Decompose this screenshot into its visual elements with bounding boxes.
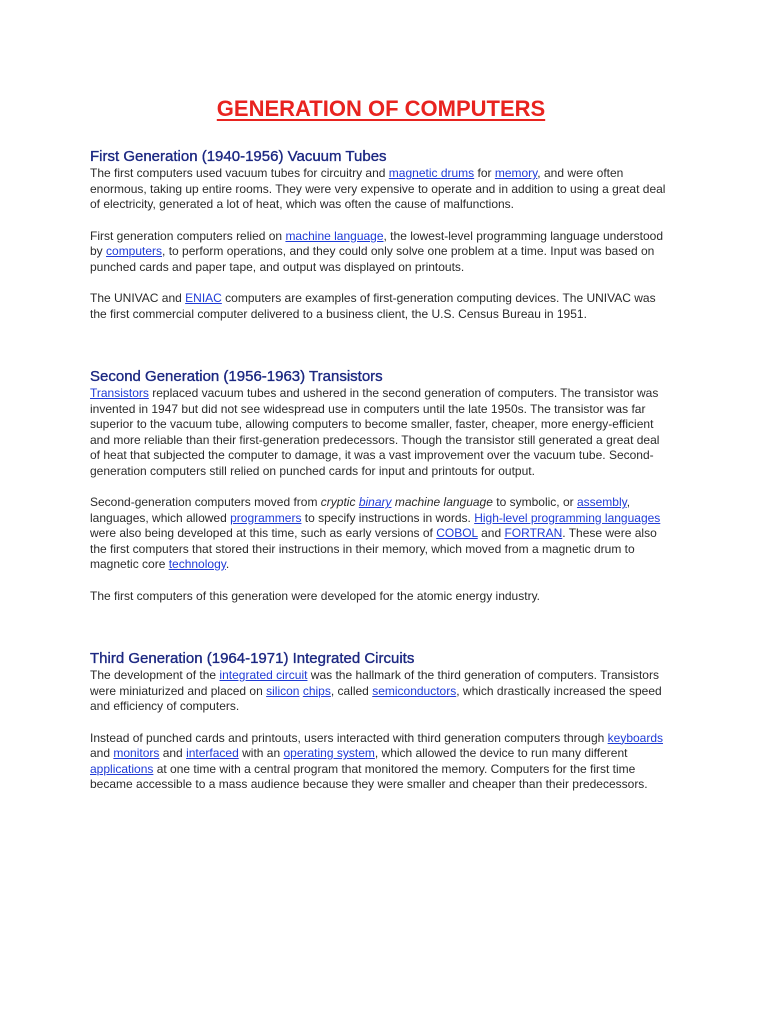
inline-link[interactable]: technology	[168, 557, 226, 571]
text-run: computers are examples of first-generation computing devices. The UNIVAC was the first commercial computer delivered to a business client, the U.S. Census Bureau in 1951.	[90, 291, 656, 321]
text-run: , which drastically increased the speed and efficiency of computers.	[90, 683, 662, 713]
text-run: The first computers used vacuum tubes for circuitry and	[90, 166, 389, 180]
inline-link[interactable]: binary	[358, 495, 392, 509]
section-heading: Second Generation (1956-1963) Transistors	[90, 368, 383, 385]
inline-link[interactable]: Transistors	[90, 386, 149, 400]
text-run: and	[90, 746, 114, 760]
inline-link[interactable]: chips	[302, 683, 331, 698]
paragraph	[90, 166, 672, 213]
text-run: replaced vacuum tubes and ushered in the second generation of computers. The transistor was invented in 1947 but did not see widespread use in computers until the late 1950s. The transistor was far superior to the vacuum tube, allowing computers to become smaller, faster, cheaper, more energy-efficient and more reliable than their first-generation predecessors. Though the transistor still generated a great deal of heat that subjected the computer to damage, it was a vast improvement over the vacuum tube. Second-generation computers still relied on punched cards for input and printouts for output.	[90, 386, 660, 478]
inline-link[interactable]: assembly	[576, 495, 627, 509]
inline-link[interactable]: keyboards	[607, 730, 664, 745]
text-run: were also being developed at this time, such as early versions of	[90, 526, 437, 540]
paragraph	[90, 589, 672, 605]
text-run: machine language	[391, 495, 493, 509]
page-title: GENERATION OF COMPUTERS	[216, 96, 546, 121]
italic-text	[359, 495, 392, 509]
text-run: for	[474, 166, 495, 180]
inline-link[interactable]: interfaced	[186, 746, 239, 760]
text-run: , to perform operations, and they could only solve one problem at a time. Input was based on punched cards and paper tape, and output was displayed on printouts.	[90, 244, 655, 274]
text-run: The first computers of this generation were developed for the atomic energy industry.	[90, 588, 541, 603]
paragraph	[90, 386, 672, 479]
text-run: , languages, which allowed	[90, 495, 631, 525]
text-run: , the lowest-level programming language understood by	[90, 228, 664, 258]
text-run: First generation computers relied on	[90, 228, 286, 243]
section-heading: First Generation (1940-1956) Vacuum Tubes	[90, 148, 387, 165]
text-run: . These were also the first computers that stored their instructions in their memory, which moved from a magnetic drum to magnetic core	[90, 526, 657, 571]
inline-link[interactable]: COBOL	[436, 526, 478, 540]
sections-container	[90, 148, 672, 793]
inline-link[interactable]: FORTRAN	[504, 526, 563, 540]
text-run: and	[159, 746, 187, 760]
paragraph	[90, 731, 672, 793]
text-run: to symbolic, or	[492, 495, 577, 509]
text-run: cryptic	[320, 495, 359, 509]
paragraph	[90, 291, 672, 322]
inline-link[interactable]: computers	[106, 244, 163, 258]
text-run: was the hallmark of the third generation of computers. Transistors were miniaturized and placed on	[90, 668, 659, 698]
text-run: , which allowed the device to run many different	[374, 746, 628, 760]
inline-link[interactable]: operating system	[283, 746, 375, 760]
italic-text	[392, 495, 493, 509]
section-1	[90, 148, 672, 322]
paragraph	[90, 229, 672, 276]
text-run: at one time with a central program that monitored the memory. Computers for the first time became accessible to a mass audience because they were smaller and cheaper than their predecessors.	[90, 761, 648, 791]
paragraph	[90, 668, 672, 715]
italic-text	[321, 495, 359, 509]
section-heading: Third Generation (1964-1971) Integrated Circuits	[90, 650, 415, 667]
inline-link[interactable]: integrated circuit	[219, 668, 308, 682]
section-3	[90, 650, 672, 793]
text-run: The development of the	[90, 668, 220, 682]
inline-link[interactable]: High-level programming languages	[474, 510, 661, 525]
inline-link[interactable]: semiconductors	[372, 683, 457, 698]
text-run: and	[477, 526, 505, 540]
document-page	[90, 96, 672, 839]
text-run: , called	[330, 683, 373, 698]
inline-link[interactable]: monitors	[113, 746, 160, 760]
text-run: The UNIVAC and	[90, 291, 186, 305]
text-run: Second-generation computers moved from	[90, 495, 321, 509]
inline-link[interactable]: ENIAC	[185, 291, 222, 305]
text-run: to specify instructions in words.	[301, 510, 475, 525]
paragraph	[90, 495, 672, 573]
text-run: with an	[238, 746, 284, 760]
text-run: , and were often enormous, taking up entire rooms. They were very expensive to operate and in addition to using a great deal of electricity, generated a lot of heat, which was often the cause of malfunctions.	[90, 166, 666, 211]
inline-link[interactable]: applications	[90, 761, 154, 776]
inline-link[interactable]: programmers	[230, 510, 302, 525]
inline-link[interactable]: silicon	[266, 683, 300, 698]
text-run: Instead of punched cards and printouts, users interacted with third generation computers through	[90, 730, 608, 745]
section-2	[90, 368, 672, 604]
inline-link[interactable]: memory	[494, 166, 538, 180]
text-run: .	[225, 557, 230, 571]
inline-link[interactable]: machine language	[285, 228, 384, 243]
inline-link[interactable]: magnetic drums	[388, 166, 475, 180]
